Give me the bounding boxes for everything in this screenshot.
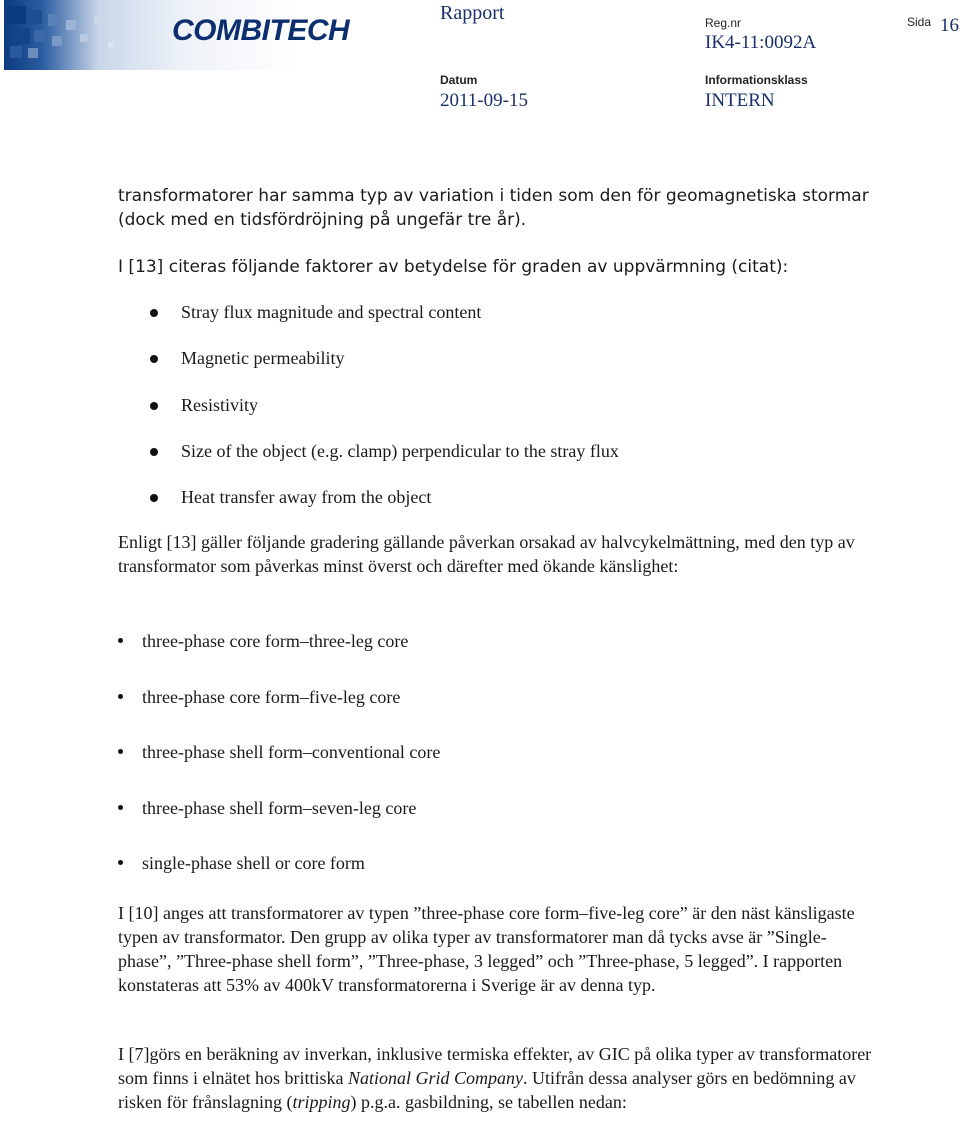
paragraph-1: transformatorer har samma typ av variation i tiden som den för geomagnetiska stormar (dock med en tidsfördröjning på ungefär tre år). <box>118 186 869 230</box>
factor-text: Size of the object (e.g. clamp) perpendicular to the stray flux <box>181 441 619 461</box>
paragraph-5-text-a: I [7]görs en beräkning av inverkan, inklusive termiska effekter, av GIC på olika typer av transformatorer som finns i elnätet hos brittiska <box>118 1044 872 1088</box>
regnr-value: IK4-11:0092A <box>705 32 817 53</box>
doc-type: Rapport <box>440 2 505 24</box>
bullet-icon <box>118 749 123 754</box>
page-number: 16 <box>940 15 959 36</box>
type-text: three-phase shell form–seven-leg core <box>142 798 417 818</box>
bullet-icon <box>150 448 158 456</box>
tripping-emphasis: tripping <box>292 1092 351 1112</box>
date-label: Datum <box>440 73 478 87</box>
bullet-icon <box>150 309 158 317</box>
type-text: single-phase shell or core form <box>142 853 365 873</box>
factor-text: Stray flux magnitude and spectral content <box>181 302 482 322</box>
paragraph-5-text-c: ) p.g.a. gasbildning, se tabellen nedan: <box>350 1092 627 1112</box>
paragraph-4: I [10] anges att transformatorer av typen ”three-phase core form–five-leg core” är den näst känsligaste typen av transformator. Den grupp av olika typer av transformatorer man då tycks avse är ”Single-phase”, ”Three-phase shell form”, ”Three-phase, 3 legged” och ”Three-phase, 5 legged”. I rapporten konstateras att 53% av 400kV transformatorerna i Sverige är av denna typ. <box>118 903 855 995</box>
company-name-emphasis: National Grid Company <box>347 1068 523 1088</box>
date-value: 2011-09-15 <box>440 90 528 111</box>
bullet-icon <box>118 860 123 865</box>
bullet-icon <box>118 638 123 643</box>
bullet-icon <box>150 494 158 502</box>
factor-text: Magnetic permeability <box>181 348 345 368</box>
paragraph-3: Enligt [13] gäller följande gradering gällande påverkan orsakad av halvcykelmättning, med den typ av transformator som påverkas minst överst och därefter med ökande känslighet: <box>118 532 855 576</box>
bullet-icon <box>118 805 123 810</box>
page-label: Sida <box>907 15 932 29</box>
type-text: three-phase core form–five-leg core <box>142 687 401 707</box>
company-logo-text: COMBITECH <box>172 14 350 47</box>
paragraph-5 <box>118 1042 878 1114</box>
paragraph-2: I [13] citeras följande faktorer av betydelse för graden av uppvärmning (citat): <box>118 257 789 277</box>
type-text: three-phase shell form–conventional core <box>142 742 441 762</box>
type-text: three-phase core form–three-leg core <box>142 631 409 651</box>
bullet-icon <box>150 402 158 410</box>
factor-text: Resistivity <box>181 395 259 415</box>
paragraph-5-text-b: . Utifrån dessa analyser görs en bedömning av risken för frånslagning ( <box>118 1068 856 1112</box>
regnr-label: Reg.nr <box>705 16 742 30</box>
logo-squares-graphic <box>8 6 168 62</box>
infoclass-value: INTERN <box>705 90 775 111</box>
infoclass-label: Informationsklass <box>705 73 808 87</box>
bullet-icon <box>118 694 123 699</box>
factor-text: Heat transfer away from the object <box>181 487 432 507</box>
bullet-icon <box>150 355 158 363</box>
